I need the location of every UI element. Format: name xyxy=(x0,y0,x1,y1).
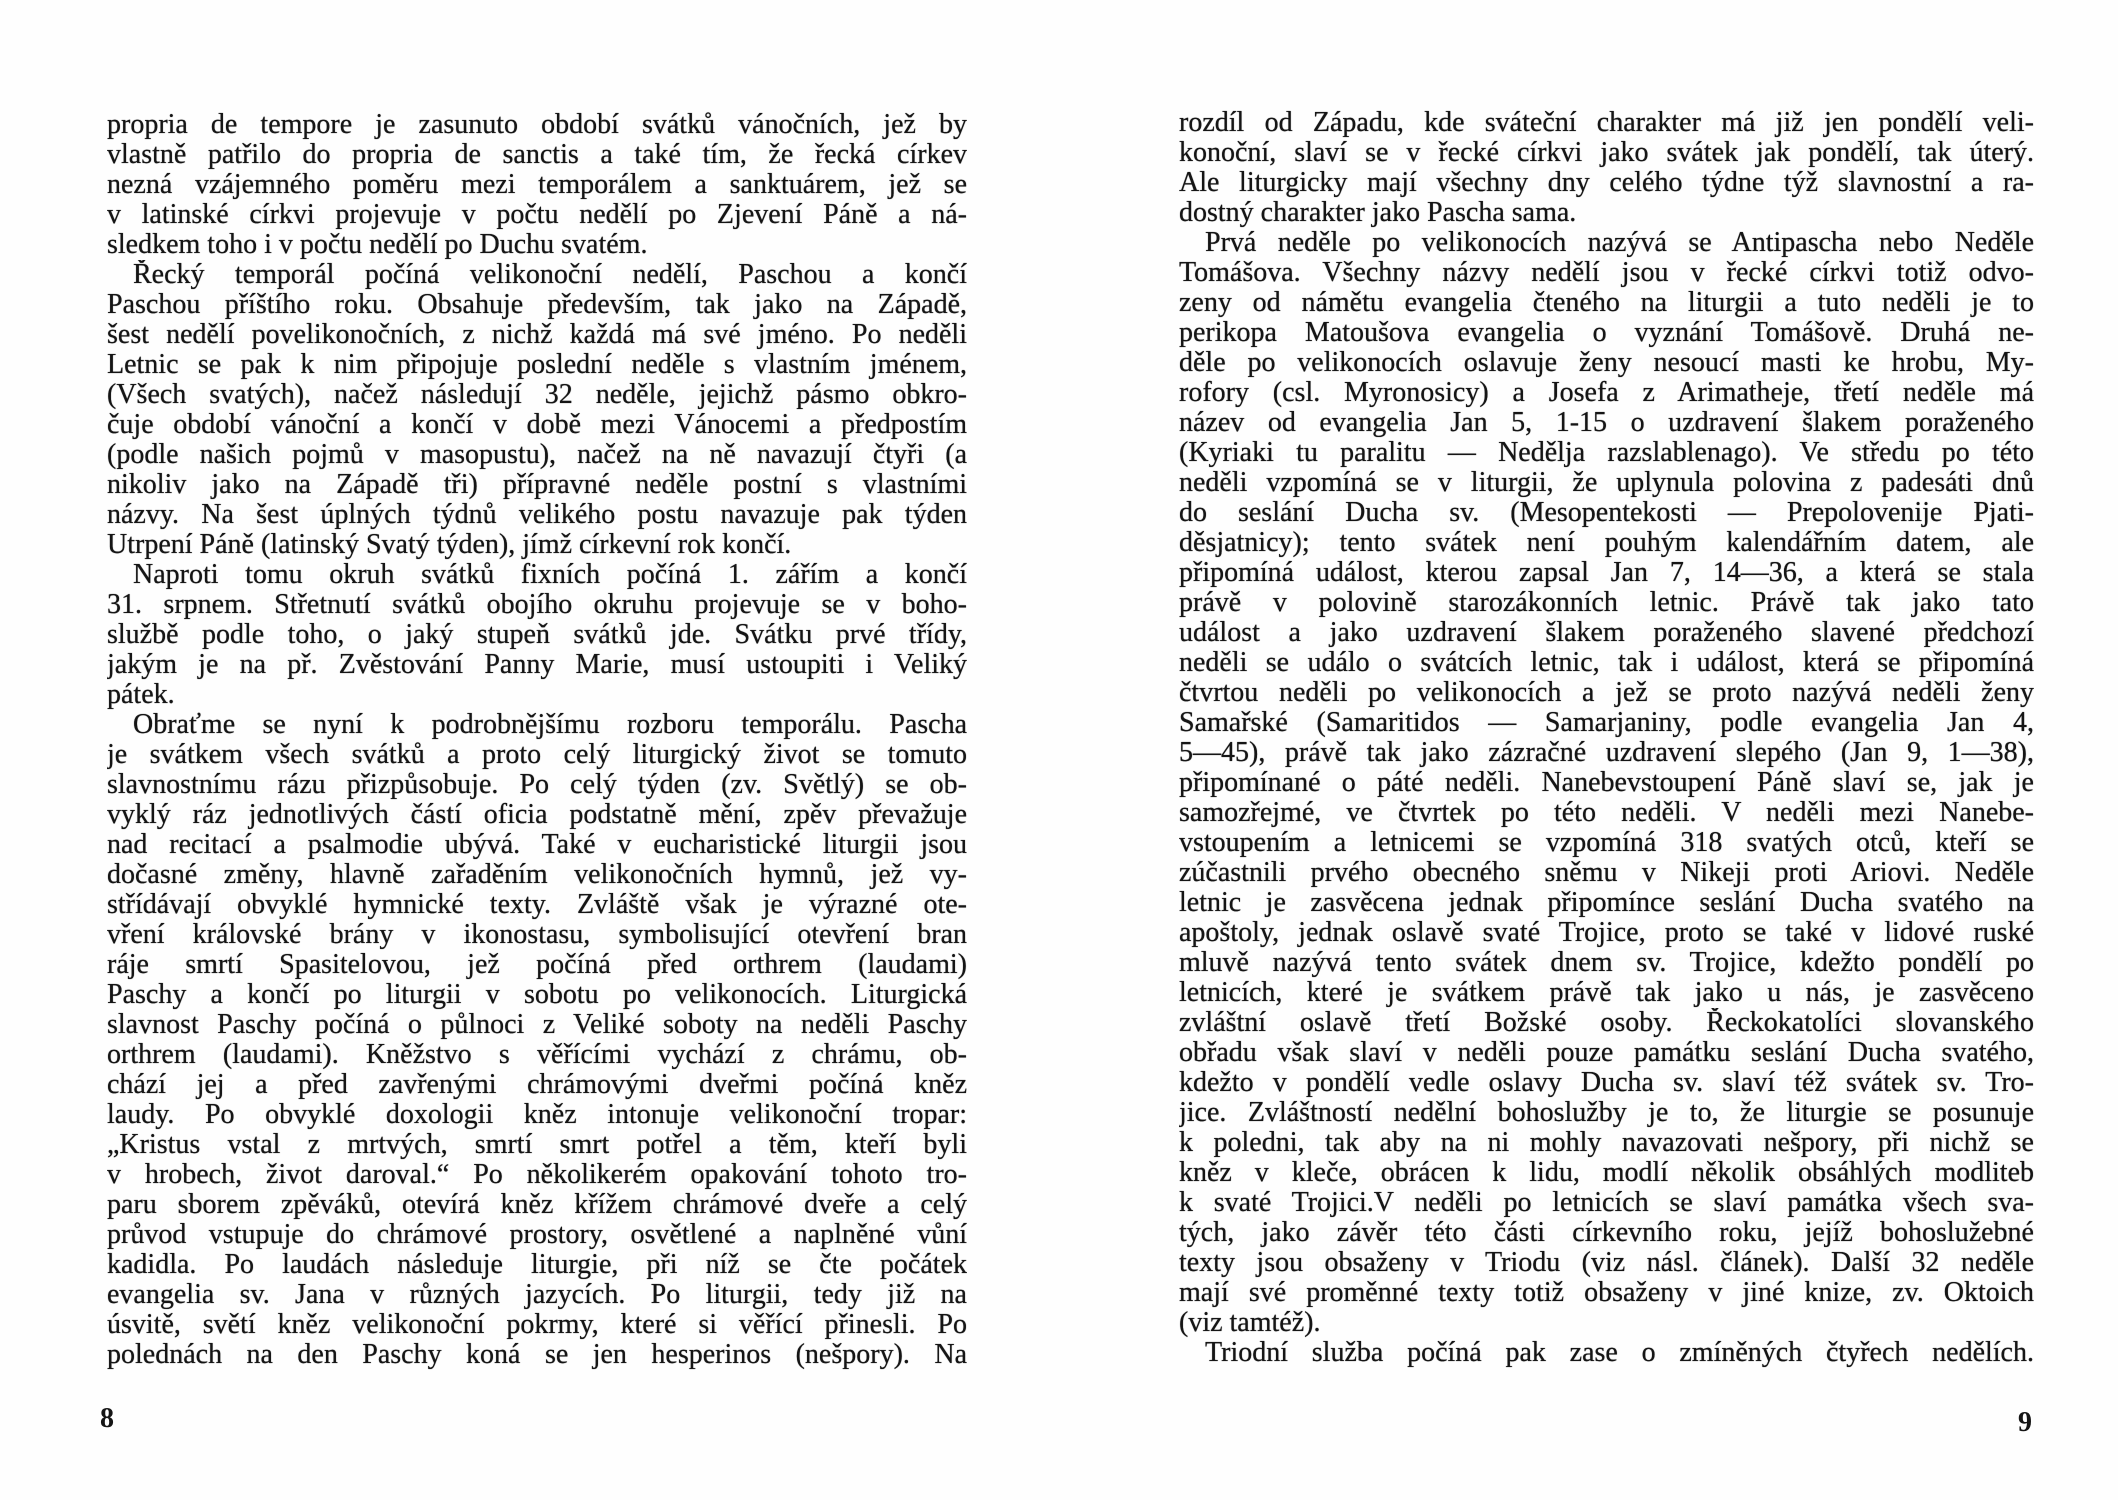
text-line: slavnost Paschy počíná o půlnoci z Veliké soboty na neděli Paschy xyxy=(107,1010,967,1040)
text-line: v hrobech, život daroval.“ Po několikerém opakování tohoto tro- xyxy=(107,1160,967,1190)
text-line: k svaté Trojici.V neděli po letnicích se slaví památka všech sva- xyxy=(1179,1188,2034,1218)
text-line: apoštoly, jednak oslavě svaté Trojice, proto se také v lidové ruské xyxy=(1179,918,2034,948)
text-line: připomíná událost, kterou zapsal Jan 7, 14—36, a která se stala xyxy=(1179,558,2034,588)
text-line: paru sborem zpěváků, otevírá kněz křížem chrámové dveře a celý xyxy=(107,1190,967,1220)
text-line: v latinské církvi projevuje v počtu nedělí po Zjevení Páně a ná- xyxy=(107,200,967,230)
text-line: vlastně patřilo do propria de sanctis a také tím, že řecká církev xyxy=(107,140,967,170)
text-line: průvod vstupuje do chrámové prostory, osvětlené a naplněné vůní xyxy=(107,1220,967,1250)
text-line: propria de tempore je zasunuto období svátků vánočních, jež by xyxy=(107,110,967,140)
text-line: nad recitací a psalmodie ubývá. Také v eucharistické liturgii jsou xyxy=(107,830,967,860)
text-line: Paschy a končí po liturgii v sobotu po velikonocích. Liturgická xyxy=(107,980,967,1010)
text-line: do seslání Ducha sv. (Mesopentekosti — Prepolovenije Pjati- xyxy=(1179,498,2034,528)
text-line: rozdíl od Západu, kde sváteční charakter má již jen pondělí veli- xyxy=(1179,108,2034,138)
text-line: Letnic se pak k nim připojuje poslední neděle s vlastním jménem, xyxy=(107,350,967,380)
text-line: šest nedělí povelikonočních, z nichž každá má své jméno. Po neděli xyxy=(107,320,967,350)
text-line: čuje období vánoční a končí v době mezi Vánocemi a předpostím xyxy=(107,410,967,440)
text-line: Triodní služba počíná pak zase o zmíněných čtyřech nedělích. xyxy=(1205,1338,2034,1368)
text-line: letnic je zasvěcena jednak připomínce seslání Ducha svatého na xyxy=(1179,888,2034,918)
text-line: název od evangelia Jan 5, 1-15 o uzdravení šlakem poraženého xyxy=(1179,408,2034,438)
page-text-block xyxy=(1179,108,2034,1368)
text-line: službě podle toho, o jaký stupeň svátků jde. Svátku prvé třídy, xyxy=(107,620,967,650)
text-line: polednách na den Paschy koná se jen hesperinos (nešpory). Na xyxy=(107,1340,967,1370)
text-line: laudy. Po obvyklé doxologii kněz intonuje velikonoční tropar: xyxy=(107,1100,967,1130)
text-line: Prvá neděle po velikonocích nazývá se Antipascha nebo Neděle xyxy=(1205,228,2034,258)
text-line: Samařské (Samaritidos — Samarjaniny, podle evangelia Jan 4, xyxy=(1179,708,2034,738)
text-line: názvy. Na šest úplných týdnů velikého postu navazuje pak týden xyxy=(107,500,967,530)
text-line: zeny od námětu evangelia čteného na liturgii a tuto neděli je to xyxy=(1179,288,2034,318)
text-line: neděli vzpomíná se v liturgii, že uplynula polovina z padesáti dnů xyxy=(1179,468,2034,498)
page-text-block xyxy=(107,110,967,1370)
text-line: Řecký temporál počíná velikonoční nedělí, Paschou a končí xyxy=(133,260,967,290)
text-line: Ale liturgicky mají všechny dny celého týdne týž slavnostní a ra- xyxy=(1179,168,2034,198)
text-line: mají své proměnné texty totiž obsaženy v jiné knize, zv. Oktoich xyxy=(1179,1278,2034,1308)
text-line: chází jej a před zavřenými chrámovými dveřmi počíná kněz xyxy=(107,1070,967,1100)
text-line: vyklý ráz jednotlivých částí oficia podstatně mění, zpěv převažuje xyxy=(107,800,967,830)
text-line: zvláštní oslavě třetí Božské osoby. Řeckokatolíci slovanského xyxy=(1179,1008,2034,1038)
text-line: pátek. xyxy=(107,680,175,710)
page-number: 8 xyxy=(100,1403,114,1434)
text-line: dostný charakter jako Pascha sama. xyxy=(1179,198,1577,228)
text-line: jice. Zvláštností nedělní bohoslužby je to, že liturgie se posunuje xyxy=(1179,1098,2034,1128)
text-line: událost a jako uzdravení šlakem poraženého slavené předchozí xyxy=(1179,618,2034,648)
text-line: vstoupením a letnicemi se vzpomíná 318 svatých otců, kteří se xyxy=(1179,828,2034,858)
text-line: čtvrtou neděli po velikonocích a jež se proto nazývá neděli ženy xyxy=(1179,678,2034,708)
text-line: texty jsou obsaženy v Triodu (viz násl. článek). Další 32 neděle xyxy=(1179,1248,2034,1278)
text-line: děsjatnicy); tento svátek není pouhým kalendářním datem, ale xyxy=(1179,528,2034,558)
text-line: obřadu však slaví v neděli pouze památku seslání Ducha svatého, xyxy=(1179,1038,2034,1068)
text-line: letnicích, které je svátkem právě tak jako u nás, je zasvěceno xyxy=(1179,978,2034,1008)
text-line: Tomášova. Všechny názvy nedělí jsou v řecké církvi totiž odvo- xyxy=(1179,258,2034,288)
text-line: nikoliv jako na Západě tři) přípravné neděle postní s vlastními xyxy=(107,470,967,500)
text-line: (Všech svatých), načež následují 32 neděle, jejichž pásmo obkro- xyxy=(107,380,967,410)
text-line: sledkem toho i v počtu nedělí po Duchu svatém. xyxy=(107,230,648,260)
text-line: Paschou příštího roku. Obsahuje především, tak jako na Západě, xyxy=(107,290,967,320)
text-line: 5—45), právě tak jako zázračné uzdravení slepého (Jan 9, 1—38), xyxy=(1179,738,2034,768)
text-line: připomínané o páté neděli. Nanebevstoupení Páně slaví se, jak je xyxy=(1179,768,2034,798)
text-line: kněz v kleče, obrácen k lidu, modlí několik obsáhlých modliteb xyxy=(1179,1158,2034,1188)
text-line: slavnostnímu rázu přizpůsobuje. Po celý týden (zv. Světlý) se ob- xyxy=(107,770,967,800)
text-line: právě v polovině starozákonních letnic. Právě tak jako tato xyxy=(1179,588,2034,618)
text-line: Naproti tomu okruh svátků fixních počíná 1. zářím a končí xyxy=(133,560,967,590)
page-number: 9 xyxy=(2018,1407,2032,1438)
text-line: evangelia sv. Jana v různých jazycích. Po liturgii, tedy již na xyxy=(107,1280,967,1310)
text-line: děle po velikonocích oslavuje ženy nesoucí masti ke hrobu, My- xyxy=(1179,348,2034,378)
text-line: samozřejmé, ve čtvrtek po této neděli. V neděli mezi Nanebe- xyxy=(1179,798,2034,828)
text-line: konoční, slaví se v řecké církvi jako svátek jak pondělí, tak úterý. xyxy=(1179,138,2034,168)
text-line: „Kristus vstal z mrtvých, smrtí smrt potřel a těm, kteří byli xyxy=(107,1130,967,1160)
book-page-right xyxy=(1059,0,2118,1500)
text-line: neděli se událo o svátcích letnic, tak i událost, která se připomíná xyxy=(1179,648,2034,678)
text-line: orthrem (laudami). Kněžstvo s věřícími vychází z chrámu, ob- xyxy=(107,1040,967,1070)
text-line: mluvě nazývá tento svátek dnem sv. Trojice, kdežto pondělí po xyxy=(1179,948,2034,978)
text-line: je svátkem všech svátků a proto celý liturgický život se tomuto xyxy=(107,740,967,770)
text-line: k poledni, tak aby na ni mohly navazovati nešpory, při nichž se xyxy=(1179,1128,2034,1158)
text-line: (podle našich pojmů v masopustu), načež na ně navazují čtyři (a xyxy=(107,440,967,470)
text-line: Obraťme se nyní k podrobnějšímu rozboru temporálu. Pascha xyxy=(133,710,967,740)
text-line: (viz tamtéž). xyxy=(1179,1308,1321,1338)
text-line: nezná vzájemného poměru mezi temporálem a sanktuárem, jež se xyxy=(107,170,967,200)
text-line: zúčastnili prvého obecného sněmu v Nikeji proti Ariovi. Neděle xyxy=(1179,858,2034,888)
text-line: kadidla. Po laudách následuje liturgie, při níž se čte počátek xyxy=(107,1250,967,1280)
text-line: dočasné změny, hlavně zařaděním velikonočních hymnů, jež vy- xyxy=(107,860,967,890)
text-line: 31. srpnem. Střetnutí svátků obojího okruhu projevuje se v boho- xyxy=(107,590,967,620)
text-line: tých, jako závěr této části církevního roku, jejíž bohoslužebné xyxy=(1179,1218,2034,1248)
text-line: kdežto v pondělí vedle oslavy Ducha sv. slaví též svátek sv. Tro- xyxy=(1179,1068,2034,1098)
text-line: střídávají obvyklé hymnické texty. Zvláště však je výrazné ote- xyxy=(107,890,967,920)
text-line: rofory (csl. Myronosicy) a Josefa z Arimatheje, třetí neděle má xyxy=(1179,378,2034,408)
text-line: Utrpení Páně (latinský Svatý týden), jímž církevní rok končí. xyxy=(107,530,792,560)
text-line: úsvitě, světí kněz velikonoční pokrmy, které si věřící přinesli. Po xyxy=(107,1310,967,1340)
text-line: vření královské brány v ikonostasu, symbolisující otevření bran xyxy=(107,920,967,950)
text-line: perikopa Matoušova evangelia o vyznání Tomášově. Druhá ne- xyxy=(1179,318,2034,348)
text-line: jakým je na př. Zvěstování Panny Marie, musí ustoupiti i Veliký xyxy=(107,650,967,680)
text-line: ráje smrtí Spasitelovou, jež počíná před orthrem (laudami) xyxy=(107,950,967,980)
text-line: (Kyriaki tu paralitu — Nedělja razslablenago). Ve středu po této xyxy=(1179,438,2034,468)
